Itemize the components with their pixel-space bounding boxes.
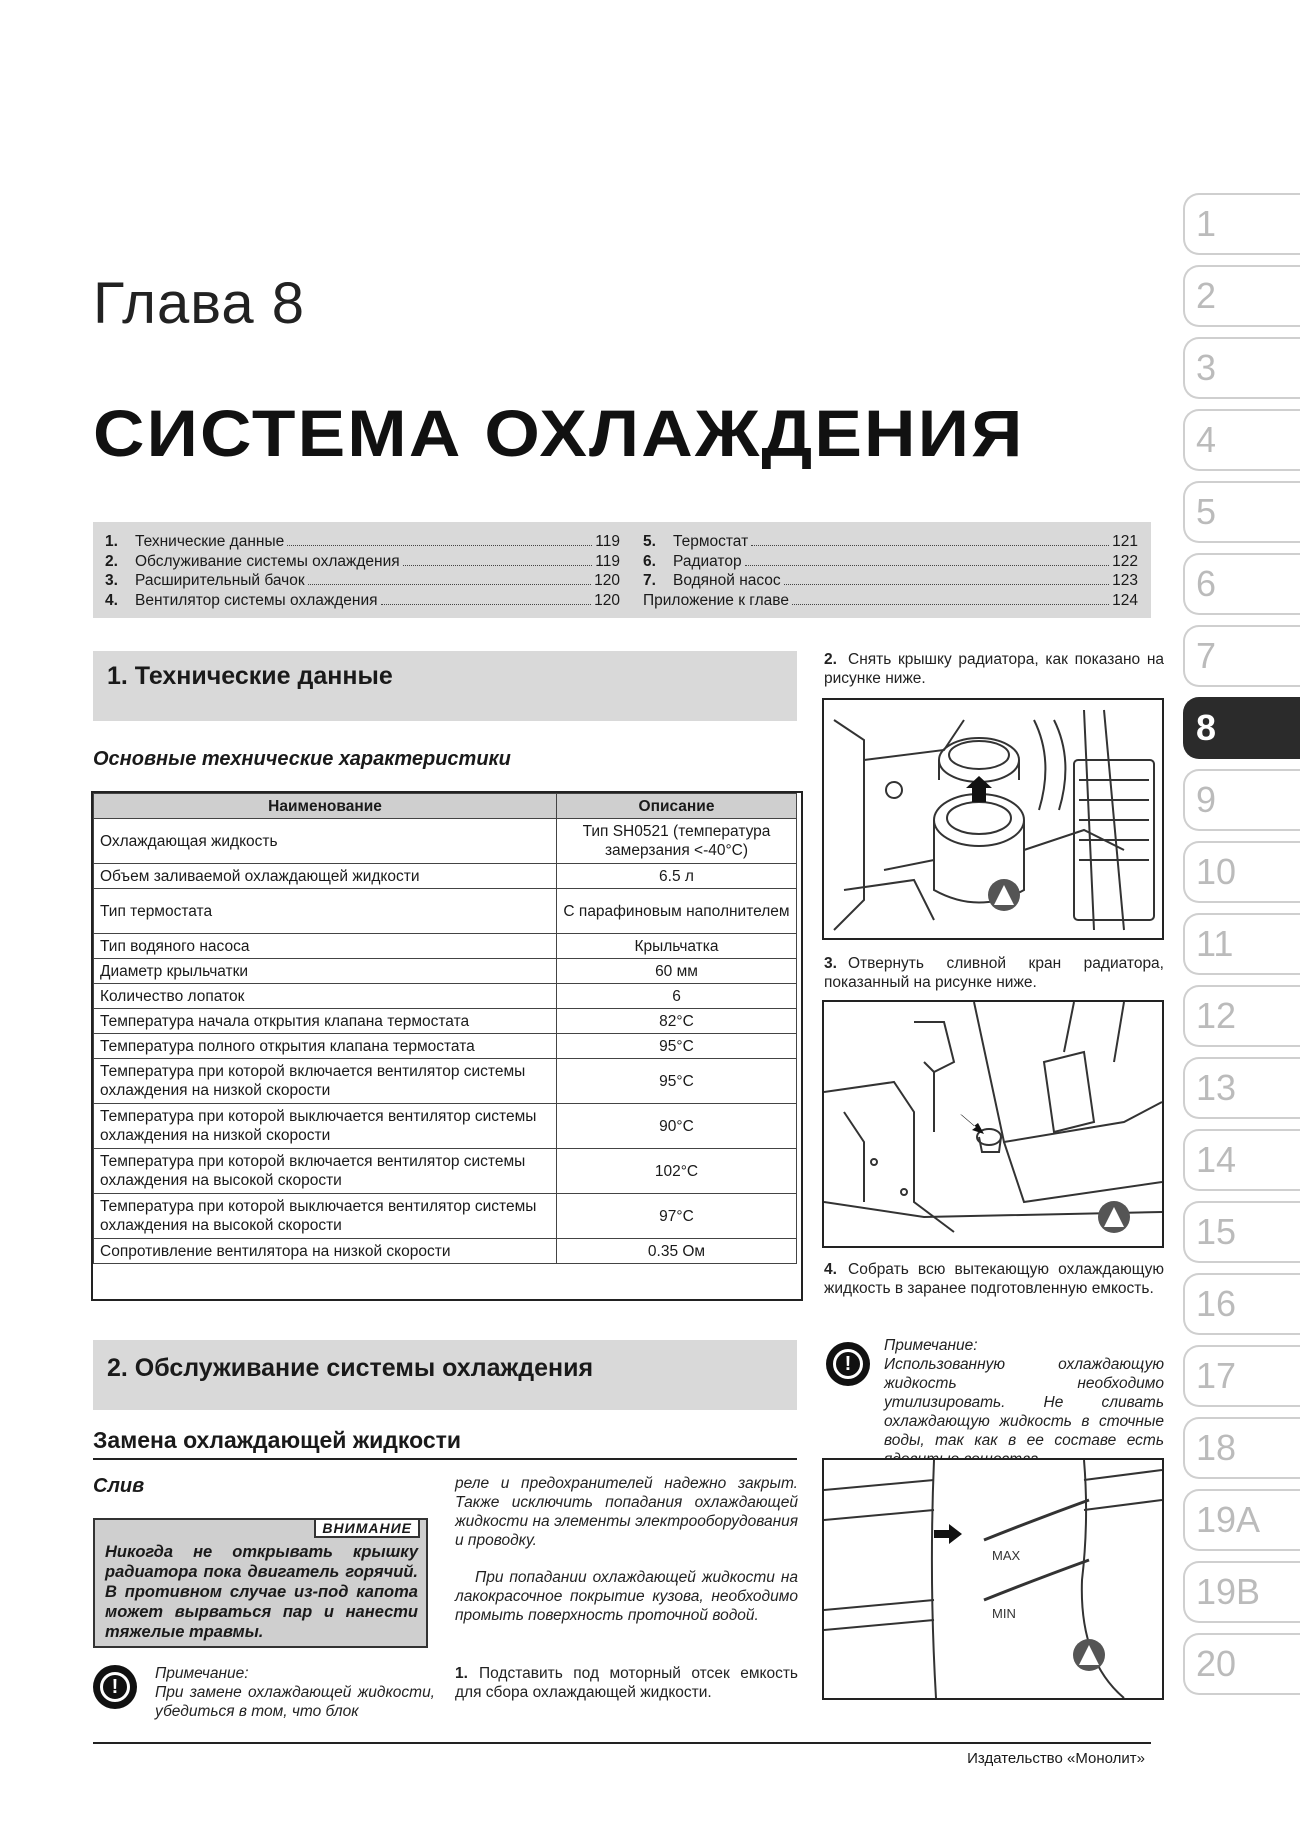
- note-1: [155, 1664, 435, 1721]
- drain-plug-illustration: [824, 1002, 1162, 1246]
- step-3-number: 3.: [824, 955, 837, 972]
- publisher-footer: Издательство «Монолит»: [967, 1750, 1145, 1767]
- tab-chapter-3[interactable]: 3: [1183, 337, 1300, 399]
- tab-chapter-11[interactable]: 11: [1183, 913, 1300, 975]
- chapter-title: СИСТЕМА ОХЛАЖДЕНИЯ: [93, 396, 1025, 470]
- tab-chapter-19b[interactable]: 19B: [1183, 1561, 1300, 1623]
- toc-item[interactable]: 6. Радиатор 122: [643, 552, 1138, 570]
- tab-chapter-7[interactable]: 7: [1183, 625, 1300, 687]
- toc-right-column: [643, 532, 1138, 610]
- tab-chapter-17[interactable]: 17: [1183, 1345, 1300, 1407]
- tab-chapter-10[interactable]: 10: [1183, 841, 1300, 903]
- step-4-number: 4.: [824, 1261, 837, 1278]
- tab-chapter-16[interactable]: 16: [1183, 1273, 1300, 1335]
- chapter-toc: [93, 522, 1151, 618]
- warning-box: [93, 1518, 428, 1648]
- table-row: Охлаждающая жидкость Тип SH0521 (температура замерзания <-40°С): [94, 819, 797, 864]
- toc-item[interactable]: 1. Технические данные 119: [105, 533, 620, 550]
- tab-chapter-2[interactable]: 2: [1183, 265, 1300, 327]
- warning-badge: ВНИМАНИЕ: [314, 1518, 420, 1538]
- toc-left-column: [105, 532, 620, 610]
- table-row: Температура при которой выключается вентилятор системы охлаждения на высокой скорости 97°С: [94, 1194, 797, 1239]
- table-row: Тип водяного насоса Крыльчатка: [94, 934, 797, 959]
- section-1-header: 1. Технические данные: [93, 651, 797, 721]
- note-2-label: Примечание:: [884, 1337, 978, 1354]
- toc-item[interactable]: Приложение к главе 124: [643, 591, 1138, 609]
- step-1-number: 1.: [455, 1665, 468, 1682]
- table-row: Температура полного открытия клапана термостата 95°С: [94, 1034, 797, 1059]
- tab-chapter-1[interactable]: 1: [1183, 193, 1300, 255]
- chapter-label: Глава 8: [93, 271, 306, 336]
- tab-chapter-15[interactable]: 15: [1183, 1201, 1300, 1263]
- tab-chapter-4[interactable]: 4: [1183, 409, 1300, 471]
- specs-subheading: Основные технические характеристики: [93, 748, 511, 770]
- tab-chapter-14[interactable]: 14: [1183, 1129, 1300, 1191]
- step-2-text: Снять крышку радиатора, как показано на рисунке ниже.: [824, 651, 1164, 687]
- table-row: Сопротивление вентилятора на низкой скорости 0.35 Ом: [94, 1239, 797, 1264]
- table-row: Количество лопаток 6: [94, 984, 797, 1009]
- table-row: Диаметр крыльчатки 60 мм: [94, 959, 797, 984]
- note-2: [884, 1336, 1164, 1469]
- col2-paragraph-2: При попадании охлаждающей жидкости на лакокрасочное покрытие кузова, необходимо промыть поверхность проточной водой.: [455, 1569, 798, 1624]
- tab-chapter-13[interactable]: 13: [1183, 1057, 1300, 1119]
- tab-chapter-5[interactable]: 5: [1183, 481, 1300, 543]
- step-3: [824, 954, 1164, 992]
- tab-chapter-12[interactable]: 12: [1183, 985, 1300, 1047]
- figure-radiator-cap: [822, 698, 1164, 940]
- figure-expansion-tank: [822, 1458, 1164, 1700]
- step-4-text: Собрать всю вытекающую охлаждающую жидкость в заранее подготовленную емкость.: [824, 1261, 1164, 1297]
- section-2-header: 2. Обслуживание системы охлаждения: [93, 1340, 797, 1410]
- tab-chapter-8[interactable]: 8: [1183, 697, 1300, 759]
- note-icon: !: [826, 1342, 870, 1386]
- footer-divider: [93, 1742, 1151, 1744]
- radiator-cap-illustration: [824, 700, 1162, 938]
- coolant-replacement-heading: Замена охлаждающей жидкости: [93, 1427, 797, 1460]
- tab-chapter-9[interactable]: 9: [1183, 769, 1300, 831]
- step-2: [824, 650, 1164, 688]
- table-row: Температура начала открытия клапана термостата 82°С: [94, 1009, 797, 1034]
- tab-chapter-6[interactable]: 6: [1183, 553, 1300, 615]
- toc-item[interactable]: 4. Вентилятор системы охлаждения 120: [105, 591, 620, 609]
- warning-text: Никогда не открывать крышку радиатора пока двигатель горячий. В противном случае из-под капота может вырваться пар и нанести тяжелые травмы.: [105, 1543, 418, 1641]
- table-row: Температура при которой включается вентилятор системы охлаждения на низкой скорости 95°С: [94, 1059, 797, 1104]
- spec-table: [93, 793, 797, 1264]
- table-row: Температура при которой выключается вентилятор системы охлаждения на низкой скорости 90°С: [94, 1104, 797, 1149]
- toc-item[interactable]: 3. Расширительный бачок 120: [105, 572, 620, 589]
- toc-item[interactable]: 7. Водяной насос 123: [643, 572, 1138, 589]
- max-label: MAX: [992, 1548, 1021, 1563]
- figure-drain-plug: [822, 1000, 1164, 1248]
- note-2-text: Использованную охлаждающую жидкость необходимо утилизировать. Не сливать охлаждающую жидкость в сточные воды, так как в ее составе есть: [884, 1356, 1164, 1449]
- step-1: [455, 1664, 798, 1702]
- min-label: MIN: [992, 1606, 1016, 1621]
- col2-paragraph-1: реле и предохранителей надежно закрыт. Также исключить попадания охлаждающей жидкости на элементы электрооборудования и проводку.: [455, 1475, 798, 1549]
- step-3-text: Отвернуть сливной кран радиатора, показанный на рисунке ниже.: [824, 955, 1164, 991]
- toc-item[interactable]: 2. Обслуживание системы охлаждения 119: [105, 552, 620, 570]
- note-1-label: Примечание:: [155, 1665, 249, 1682]
- table-row: Объем заливаемой охлаждающей жидкости 6.5 л: [94, 864, 797, 889]
- table-row: Тип термостата С парафиновым наполнителем: [94, 889, 797, 934]
- table-row: Температура при которой включается вентилятор системы охлаждения на высокой скорости 102°С: [94, 1149, 797, 1194]
- note-1-text: При замене охлаждающей жидкости, убедиться в том, что блок: [155, 1684, 435, 1720]
- spec-col-value-header: Описание: [557, 794, 797, 819]
- spec-col-name-header: Наименование: [94, 794, 557, 819]
- expansion-tank-illustration: [824, 1460, 1162, 1698]
- step-2-number: 2.: [824, 651, 837, 668]
- tab-chapter-18[interactable]: 18: [1183, 1417, 1300, 1479]
- step-4: [824, 1260, 1164, 1298]
- step-1-text: Подставить под моторный отсек емкость для сбора охлаждающей жидкости.: [455, 1665, 798, 1701]
- toc-item[interactable]: 5. Термостат 121: [643, 533, 1138, 550]
- tab-chapter-19a[interactable]: 19A: [1183, 1489, 1300, 1551]
- note-icon: !: [93, 1665, 137, 1709]
- drain-subheading: Слив: [93, 1475, 145, 1497]
- tab-chapter-20[interactable]: 20: [1183, 1633, 1300, 1695]
